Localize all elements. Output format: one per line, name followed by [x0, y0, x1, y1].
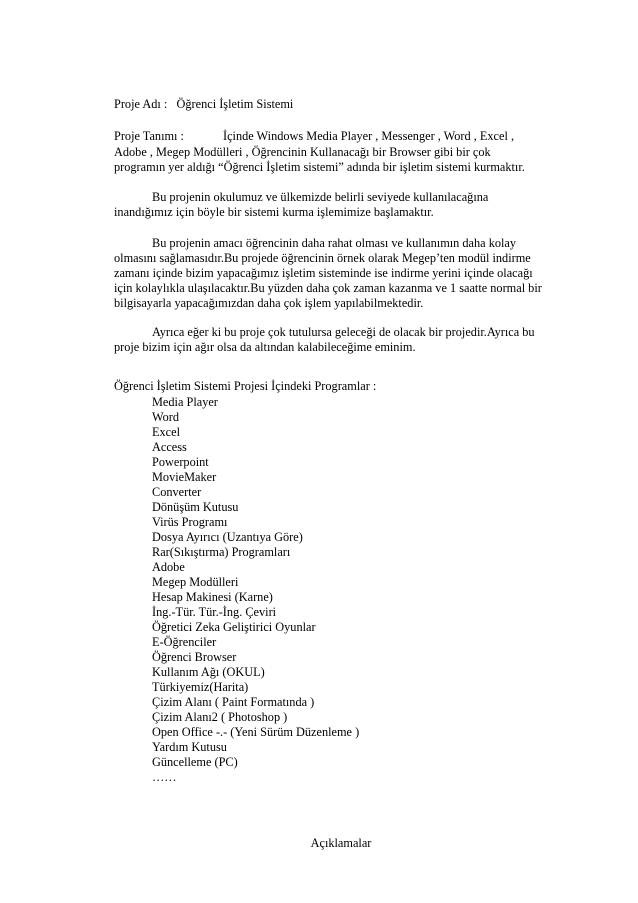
list-item: Open Office -.- (Yeni Sürüm Düzenleme )	[152, 725, 360, 739]
description-line-3: programın yer aldığı “Öğrenci İşletim sistemi” adında bir işletim sistemi kurmaktır.	[114, 160, 525, 174]
project-name-label: Proje Adı :	[114, 97, 168, 111]
list-item: Kullanım Ağı (OKUL)	[152, 665, 265, 679]
list-item: Virüs Programı	[152, 515, 228, 529]
programs-heading: Öğrenci İşletim Sistemi Projesi İçindeki Programlar :	[114, 379, 377, 393]
list-item: Access	[152, 440, 187, 454]
list-item: E-Öğrenciler	[152, 635, 217, 649]
list-item: Megep Modülleri	[152, 575, 239, 589]
list-item: Word	[152, 410, 180, 424]
description-text-1: İçinde Windows Media Player , Messenger , Word , Excel ,	[222, 129, 515, 143]
paragraph3-line-2: proje bizim için ağır olsa da altından kalabileceğime eminim.	[114, 340, 416, 354]
footer-label: Açıklamalar	[310, 836, 372, 850]
description-line-2: Adobe , Megep Modülleri , Öğrencinin Kullanacağı bir Browser gibi bir çok	[114, 145, 491, 159]
list-item: Türkiyemiz(Harita)	[152, 680, 249, 694]
list-item: İng.-Tür. Tür.-İng. Çeviri	[152, 605, 277, 619]
list-item: Rar(Sıkıştırma) Programları	[152, 545, 291, 559]
list-item: Media Player	[152, 395, 218, 409]
paragraph2-line-2: olmasını sağlamasıdır.Bu projede öğrencinin örnek olarak Megep’ten modül indirme	[114, 251, 531, 265]
list-item: ……	[152, 770, 177, 784]
list-item: Excel	[152, 425, 180, 439]
list-item: Güncelleme (PC)	[152, 755, 238, 769]
project-name-line	[114, 97, 293, 112]
list-item: Çizim Alanı ( Paint Formatında )	[152, 695, 315, 709]
paragraph2-line-5: bilgisayarla yapacağımızdan daha çok işlem yapılabilmektedir.	[114, 296, 424, 310]
list-item: Powerpoint	[152, 455, 209, 469]
list-item: Hesap Makinesi (Karne)	[152, 590, 273, 604]
description-label: Proje Tanımı :	[114, 129, 184, 143]
paragraph1-line-2: inandığımız için böyle bir sistemi kurma işlemimize başlamaktır.	[114, 205, 434, 219]
list-item: Dönüşüm Kutusu	[152, 500, 239, 514]
paragraph2-line-4: için kolaylıkla ulaşılacaktır.Bu yüzden daha çok zaman kazanma ve 1 saatte normal bir	[114, 281, 542, 295]
page-footer	[0, 836, 638, 851]
paragraph1-line-1: Bu projenin okulumuz ve ülkemizde belirli seviyede kullanılacağına	[152, 190, 489, 204]
paragraph2-line-3: zamanı içinde bizim yapacağımız işletim sisteminde ise indirme yerini içinde olacağı	[114, 266, 533, 280]
project-name-value: Öğrenci İşletim Sistemi	[176, 97, 294, 111]
paragraph3-line-1: Ayrıca eğer ki bu proje çok tutulursa geleceği de olacak bir projedir.Ayrıca bu	[152, 325, 535, 339]
paragraph2-line-1: Bu projenin amacı öğrencinin daha rahat olması ve kullanımın daha kolay	[152, 236, 517, 250]
list-item: Converter	[152, 485, 202, 499]
list-item: Adobe	[152, 560, 185, 574]
list-item: Öğrenci Browser	[152, 650, 237, 664]
list-item: Dosya Ayırıcı (Uzantıya Göre)	[152, 530, 303, 544]
list-item: MovieMaker	[152, 470, 217, 484]
list-item: Çizim Alanı2 ( Photoshop )	[152, 710, 288, 724]
list-item: Yardım Kutusu	[152, 740, 227, 754]
description-line-1	[114, 129, 514, 144]
list-item: Öğretici Zeka Geliştirici Oyunlar	[152, 620, 316, 634]
